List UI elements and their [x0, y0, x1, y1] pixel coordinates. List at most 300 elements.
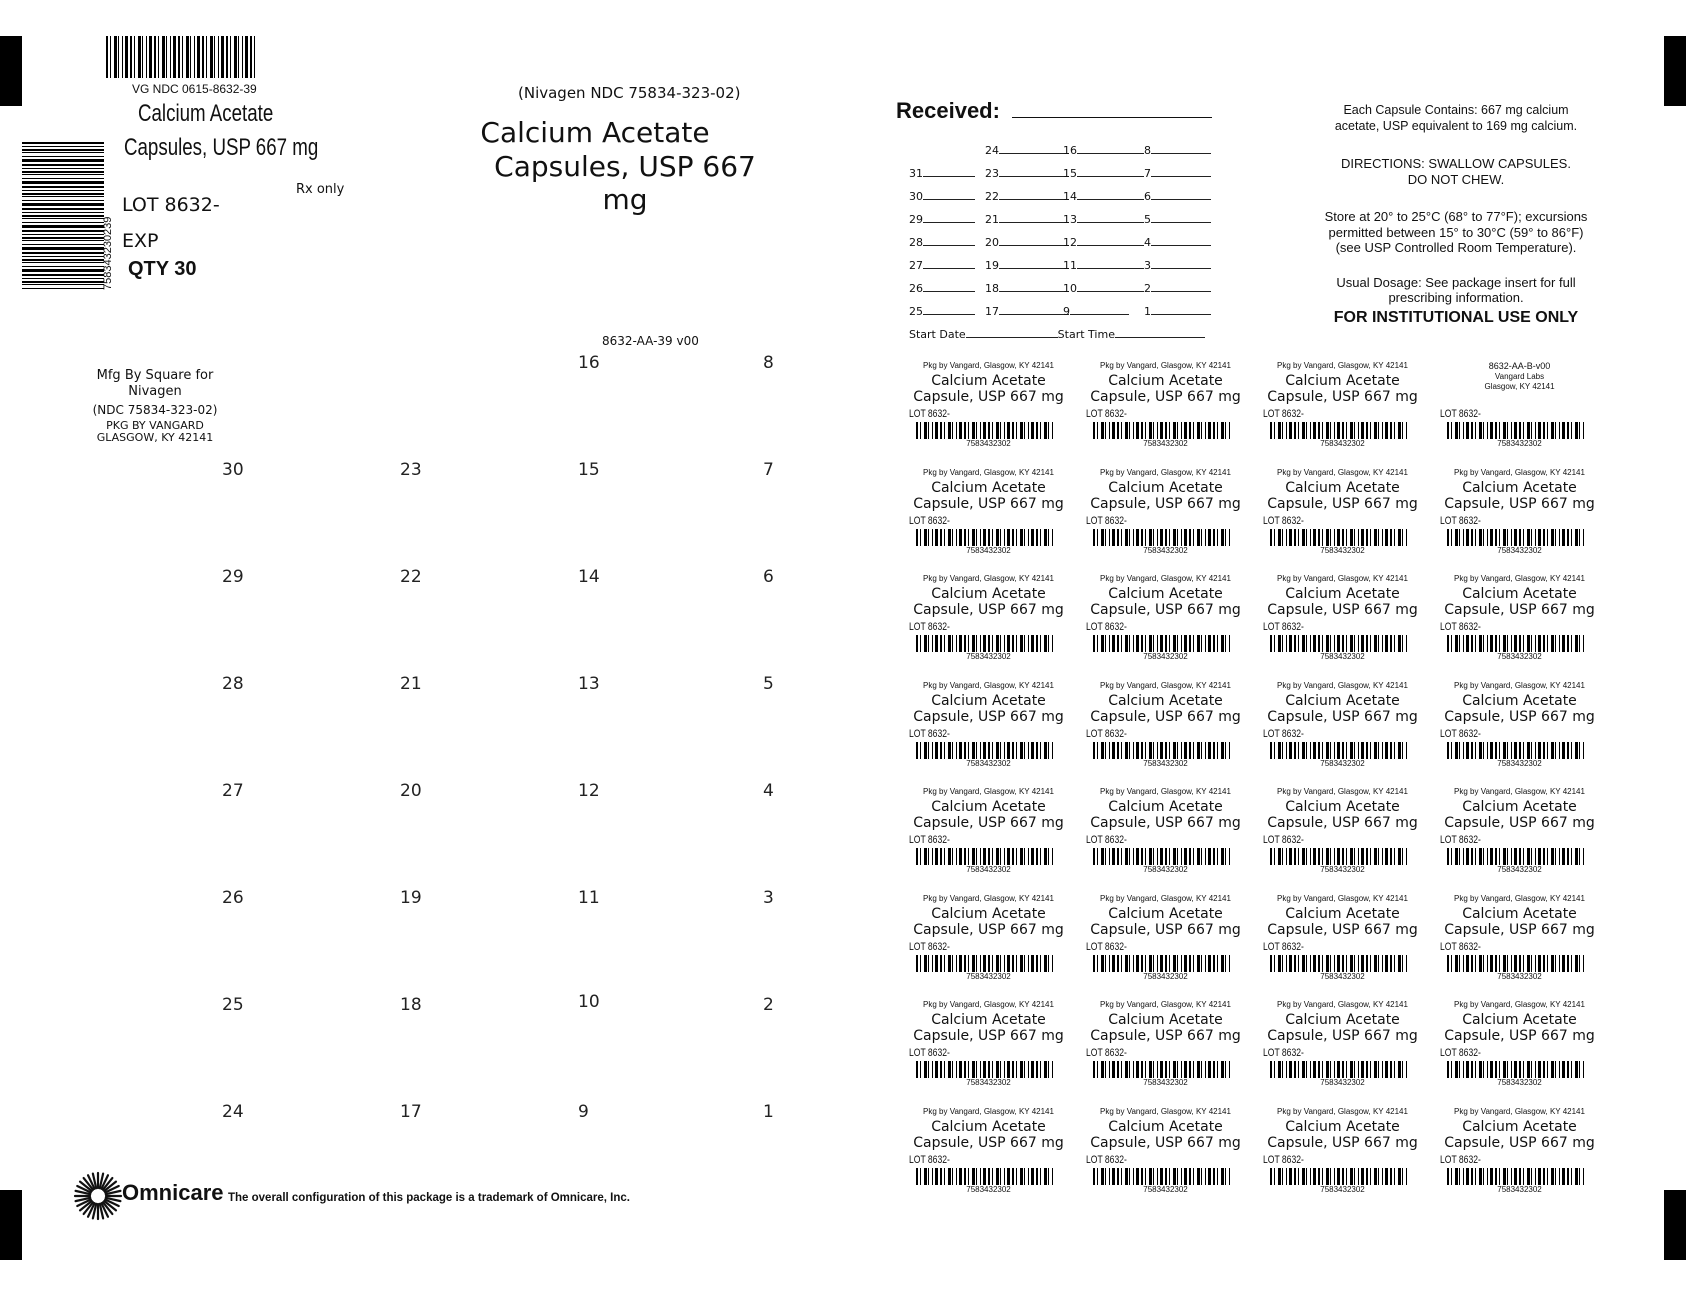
- day-number: 16: [578, 353, 600, 373]
- received-log-blank[interactable]: [999, 165, 1069, 177]
- label-barcode: [1270, 742, 1408, 759]
- label-company: Vangard Labs: [1494, 372, 1545, 381]
- received-blank-line[interactable]: [1012, 116, 1212, 118]
- received-log-cell: [909, 211, 975, 226]
- label-lot: LOT 8632-: [1440, 1153, 1481, 1166]
- day-number: 27: [222, 781, 244, 801]
- label-barcode: [1447, 1061, 1585, 1078]
- label-pkg-by: Pkg by Vangard, Glasgow, KY 42141: [1277, 1106, 1408, 1116]
- received-log-blank[interactable]: [923, 234, 975, 246]
- unit-dose-label: [1260, 361, 1425, 467]
- label-barcode-number: 7583432302: [1320, 758, 1365, 768]
- label-barcode: [1093, 1061, 1231, 1078]
- label-lot: LOT 8632-: [1086, 834, 1127, 846]
- unit-dose-label: [906, 1000, 1071, 1106]
- day-number: 22: [400, 567, 422, 587]
- mfg-info: [80, 368, 230, 444]
- label-name-line1: Calcium Acetate: [931, 905, 1046, 922]
- received-log-blank[interactable]: [1151, 165, 1211, 177]
- label-name-line2: Capsule, USP 667 mg: [913, 1028, 1064, 1044]
- received-log-day: 25: [909, 305, 923, 318]
- unit-dose-label: [1260, 468, 1425, 574]
- unit-dose-label: [906, 681, 1071, 787]
- pkg-line2: GLASGOW, KY 42141: [96, 431, 214, 444]
- received-log-day: 6: [1144, 190, 1151, 203]
- received-log-blank[interactable]: [1151, 280, 1211, 292]
- dosage-line1: Usual Dosage: See package insert for full: [1336, 274, 1576, 290]
- trademark-notice: The overall configuration of this package is a trademark of Omnicare, Inc.: [228, 1192, 630, 1204]
- exp-field: EXP: [122, 230, 159, 252]
- received-log-day: 24: [985, 144, 999, 157]
- label-barcode: [1093, 848, 1231, 865]
- day-number: 25: [222, 995, 244, 1015]
- unit-dose-label: [906, 787, 1071, 893]
- label-name-line1: Calcium Acetate: [1285, 799, 1400, 815]
- label-barcode-number: 7583432302: [966, 1184, 1011, 1194]
- label-lot: LOT 8632-: [1086, 1047, 1127, 1059]
- registration-mark-top-left: [0, 36, 22, 106]
- received-log-day: 16: [1063, 144, 1077, 157]
- day-number: 2: [763, 995, 774, 1015]
- label-barcode-number: 7583432302: [1497, 439, 1542, 448]
- label-pkg-by: Pkg by Vangard, Glasgow, KY 42141: [1277, 893, 1408, 903]
- label-name-line2: Capsule, USP 667 mg: [1444, 815, 1595, 831]
- label-barcode-number: 7583432302: [966, 545, 1011, 555]
- label-name-line2: Capsule, USP 667 mg: [1267, 1134, 1418, 1151]
- contains-line2: acetate, USP equivalent to 169 mg calcium.: [1334, 118, 1578, 133]
- label-barcode: [1447, 742, 1585, 759]
- start-time-label: Start Time: [1057, 328, 1115, 341]
- received-log-day: 3: [1144, 259, 1151, 272]
- day-number: 24: [222, 1102, 244, 1122]
- received-log-day: 31: [909, 167, 923, 180]
- label-lot: LOT 8632-: [1086, 727, 1127, 740]
- label-name-line1: Calcium Acetate: [1462, 692, 1577, 709]
- label-barcode: [1270, 1168, 1408, 1185]
- label-name-line2: Capsule, USP 667 mg: [1267, 389, 1418, 405]
- label-name-line2: Capsule, USP 667 mg: [913, 708, 1064, 725]
- unit-dose-label: [906, 361, 1071, 467]
- label-barcode: [916, 955, 1054, 972]
- received-log-blank[interactable]: [1077, 234, 1144, 246]
- label-barcode: [1447, 635, 1585, 652]
- received-log-day: 7: [1144, 167, 1151, 180]
- label-name-line2: Capsule, USP 667 mg: [913, 602, 1064, 618]
- label-name-line1: Calcium Acetate: [1108, 373, 1223, 389]
- received-log-blank[interactable]: [999, 303, 1069, 315]
- received-log-blank[interactable]: [999, 211, 1069, 223]
- received-log-cell: [1063, 303, 1129, 318]
- received-log-blank[interactable]: [1070, 303, 1129, 315]
- label-name-line2: Capsule, USP 667 mg: [1444, 495, 1595, 512]
- label-barcode: [916, 742, 1054, 759]
- title-line2: Capsules, USP 667 mg: [494, 150, 756, 216]
- label-name-line1: Calcium Acetate: [931, 692, 1046, 709]
- mfg-ndc: (NDC 75834-323-02): [92, 403, 218, 417]
- label-lot: LOT 8632-: [1263, 408, 1304, 420]
- store-line1: Store at 20° to 25°C (68° to 77°F); excursions: [1324, 209, 1588, 224]
- label-name-line1: Calcium Acetate: [1462, 479, 1577, 496]
- label-barcode-number: 7583432302: [1320, 1078, 1365, 1087]
- label-barcode: [1447, 529, 1585, 546]
- received-log-blank[interactable]: [999, 142, 1069, 154]
- label-code: 8632-AA-B-v00: [1488, 361, 1551, 371]
- unit-dose-label: [1260, 894, 1425, 1000]
- received-log-blank[interactable]: [1151, 142, 1211, 154]
- label-barcode-number: 7583432302: [1320, 865, 1365, 874]
- label-lot: LOT 8632-: [909, 514, 950, 527]
- label-name-line1: Calcium Acetate: [1108, 1118, 1223, 1135]
- day-number: 10: [578, 992, 600, 1012]
- label-pkg-by: Pkg by Vangard, Glasgow, KY 42141: [1100, 680, 1231, 690]
- label-name-line2: Capsule, USP 667 mg: [1267, 921, 1418, 938]
- day-number: 29: [222, 567, 244, 587]
- label-pkg-by: Pkg by Vangard, Glasgow, KY 42141: [1454, 574, 1585, 583]
- received-log-cell: [985, 142, 1069, 157]
- label-name-line2: Capsule, USP 667 mg: [1090, 815, 1241, 831]
- day-number: 28: [222, 674, 244, 694]
- received-log-blank[interactable]: [923, 257, 975, 269]
- label-pkg-by: Pkg by Vangard, Glasgow, KY 42141: [923, 1106, 1054, 1116]
- label-barcode-number: 7583432302: [1143, 545, 1188, 555]
- label-lot: LOT 8632-: [1263, 514, 1304, 527]
- label-barcode: [1270, 1061, 1408, 1078]
- label-name-line1: Calcium Acetate: [1462, 586, 1577, 602]
- unit-dose-label: [1437, 681, 1602, 787]
- omnicare-brand: Omnicare: [122, 1180, 224, 1205]
- unit-dose-label: [1437, 574, 1602, 680]
- received-log-blank[interactable]: [1077, 188, 1144, 200]
- received-log-day: 28: [909, 236, 923, 249]
- unit-dose-label: [1083, 894, 1248, 1000]
- received-log-blank[interactable]: [1077, 142, 1144, 154]
- day-number: 8: [763, 353, 774, 373]
- label-pkg-by: Pkg by Vangard, Glasgow, KY 42141: [1100, 893, 1231, 903]
- unit-dose-label: [906, 1107, 1071, 1213]
- label-lot: LOT 8632-: [909, 1047, 950, 1059]
- label-barcode-number: 7583432302: [966, 971, 1011, 981]
- label-name-line2: Capsule, USP 667 mg: [1267, 495, 1418, 512]
- label-barcode-number: 7583432302: [1143, 1078, 1188, 1087]
- label-barcode: [1093, 955, 1231, 972]
- directions-line2: DO NOT CHEW.: [1407, 171, 1505, 187]
- label-barcode-number: 7583432302: [966, 652, 1011, 661]
- unit-dose-label: [1437, 1000, 1602, 1106]
- label-lot: LOT 8632-: [1263, 834, 1304, 846]
- label-name-line1: Calcium Acetate: [1285, 586, 1400, 602]
- day-number: 14: [578, 567, 600, 587]
- received-log-day: 12: [1063, 236, 1077, 249]
- received-log-cell: [985, 211, 1069, 226]
- label-barcode: [1447, 955, 1585, 972]
- unit-dose-label: [1083, 468, 1248, 574]
- received-log-day: 10: [1063, 282, 1077, 295]
- received-log-blank[interactable]: [923, 165, 975, 177]
- label-pkg-by: Pkg by Vangard, Glasgow, KY 42141: [923, 574, 1054, 583]
- label-barcode-number: 7583432302: [966, 865, 1011, 874]
- received-log-blank[interactable]: [1151, 257, 1211, 269]
- day-number: 23: [400, 460, 422, 480]
- label-name-line1: Calcium Acetate: [1285, 1012, 1400, 1028]
- received-log-blank[interactable]: [923, 280, 975, 292]
- label-name-line2: Capsule, USP 667 mg: [1090, 1134, 1241, 1151]
- label-barcode-number: 7583432302: [1320, 1184, 1365, 1194]
- label-barcode-number: 7583432302: [966, 439, 1011, 448]
- label-barcode: [1093, 422, 1231, 439]
- label-barcode-number: 7583432302: [1143, 758, 1188, 768]
- label-lot: LOT 8632-: [909, 1153, 950, 1166]
- label-barcode: [1270, 955, 1408, 972]
- label-name-line1: Calcium Acetate: [1285, 1118, 1400, 1135]
- day-number: 1: [763, 1102, 774, 1122]
- received-log-day: 15: [1063, 167, 1077, 180]
- received-log-day: 5: [1144, 213, 1151, 226]
- label-pkg-by: Pkg by Vangard, Glasgow, KY 42141: [1277, 680, 1408, 690]
- label-pkg-by: Pkg by Vangard, Glasgow, KY 42141: [1454, 1000, 1585, 1009]
- received-log-blank[interactable]: [1077, 280, 1144, 292]
- received-log-day: 18: [985, 282, 999, 295]
- label-lot: LOT 8632-: [909, 940, 950, 953]
- label-pkg-by: Pkg by Vangard, Glasgow, KY 42141: [1100, 467, 1231, 477]
- rx-only: Rx only: [296, 182, 345, 197]
- received-log-cell: [909, 165, 975, 180]
- unit-dose-label: [906, 574, 1071, 680]
- label-barcode-number: 7583432302: [1143, 1184, 1188, 1194]
- received-log-day: 9: [1063, 305, 1070, 318]
- received-log-blank[interactable]: [999, 234, 1069, 246]
- received-log-day: 26: [909, 282, 923, 295]
- received-log-day: 21: [985, 213, 999, 226]
- vertical-barcode: [22, 142, 104, 290]
- label-name-line2: Capsule, USP 667 mg: [1090, 708, 1241, 725]
- label-lot: LOT 8632-: [1086, 940, 1127, 953]
- received-log-day: 17: [985, 305, 999, 318]
- label-barcode-number: 7583432302: [1143, 439, 1188, 448]
- received-log-cell: [1063, 211, 1144, 226]
- label-name-line1: Calcium Acetate: [1108, 799, 1223, 815]
- unit-dose-label: [1260, 1107, 1425, 1213]
- unit-dose-label: [1437, 468, 1602, 574]
- version-code: 8632-AA-39 v00: [602, 334, 699, 348]
- label-pkg-by: Pkg by Vangard, Glasgow, KY 42141: [1277, 361, 1408, 370]
- received-log-cell: [985, 188, 1069, 203]
- label-name-line2: Capsule, USP 667 mg: [1090, 1028, 1241, 1044]
- label-pkg-by: Pkg by Vangard, Glasgow, KY 42141: [1454, 1106, 1585, 1116]
- received-log-cell: [1144, 257, 1211, 272]
- received-log-blank[interactable]: [999, 280, 1069, 292]
- start-date-label: Start Date: [909, 328, 966, 341]
- received-log-day: 22: [985, 190, 999, 203]
- label-lot: LOT 8632-: [1440, 514, 1481, 527]
- received-log-cell: [1063, 257, 1144, 272]
- day-number: 5: [763, 674, 774, 694]
- label-barcode: [1270, 422, 1408, 439]
- day-number: 26: [222, 888, 244, 908]
- received-log-cell: [1144, 188, 1211, 203]
- day-number: 11: [578, 888, 600, 908]
- unit-dose-label: [1437, 1107, 1602, 1213]
- label-lot: LOT 8632-: [1263, 940, 1304, 953]
- received-log-day: 30: [909, 190, 923, 203]
- qty-field: QTY 30: [128, 258, 197, 280]
- start-row: [909, 326, 1205, 341]
- received-log-cell: [1144, 165, 1211, 180]
- day-number: 12: [578, 781, 600, 801]
- label-name-line1: Calcium Acetate: [931, 586, 1046, 602]
- label-barcode: [1270, 635, 1408, 652]
- label-barcode: [916, 635, 1054, 652]
- received-log-day: 8: [1144, 144, 1151, 157]
- label-barcode: [916, 1168, 1054, 1185]
- day-number: 19: [400, 888, 422, 908]
- label-lot: LOT 8632-: [1440, 834, 1481, 846]
- received-log-cell: [909, 234, 975, 249]
- label-barcode-number: 7583432302: [1320, 545, 1365, 555]
- label-pkg-by: Pkg by Vangard, Glasgow, KY 42141: [923, 361, 1054, 370]
- omnicare-logo-icon: [70, 1170, 126, 1222]
- label-name-line1: Calcium Acetate: [1285, 373, 1400, 389]
- label-lot: LOT 8632-: [909, 621, 950, 633]
- received-log-day: 1: [1144, 305, 1151, 318]
- label-barcode: [1447, 1168, 1585, 1185]
- label-lot: LOT 8632-: [1440, 1047, 1481, 1059]
- label-barcode-number: 7583432302: [1497, 758, 1542, 768]
- label-lot: LOT 8632-: [1263, 727, 1304, 740]
- label-barcode-number: 7583432302: [1320, 439, 1365, 448]
- received-log-blank[interactable]: [999, 188, 1069, 200]
- received-log-blank[interactable]: [999, 257, 1069, 269]
- received-log-blank[interactable]: [1151, 234, 1211, 246]
- start-time-field[interactable]: [1115, 326, 1205, 338]
- title-line1: Calcium Acetate: [480, 116, 710, 149]
- label-name-line2: Capsule, USP 667 mg: [1090, 602, 1241, 618]
- label-barcode: [1093, 1168, 1231, 1185]
- label-pkg-by: Pkg by Vangard, Glasgow, KY 42141: [1100, 574, 1231, 583]
- label-lot: LOT 8632-: [1086, 621, 1127, 633]
- unit-dose-label: [1083, 787, 1248, 893]
- label-pkg-by: Pkg by Vangard, Glasgow, KY 42141: [923, 467, 1054, 477]
- pkg-line1: PKG BY VANGARD: [106, 419, 204, 432]
- received-log-day: 20: [985, 236, 999, 249]
- received-log-blank[interactable]: [1151, 303, 1211, 315]
- vg-ndc: VG NDC 0615-8632-39: [132, 82, 257, 96]
- day-number: 4: [763, 781, 774, 801]
- label-barcode: [916, 848, 1054, 865]
- day-number: 15: [578, 460, 600, 480]
- unit-dose-label: [1260, 574, 1425, 680]
- received-log-cell: [1144, 280, 1211, 295]
- label-lot: LOT 8632-: [1440, 940, 1481, 953]
- registration-mark-top-right: [1664, 36, 1686, 106]
- label-barcode-number: 7583432302: [1497, 865, 1542, 874]
- mfg-line1: Mfg By Square for: [96, 368, 214, 383]
- unit-dose-label: [1260, 787, 1425, 893]
- received-log-day: 29: [909, 213, 923, 226]
- contains-line1: Each Capsule Contains: 667 mg calcium: [1343, 103, 1569, 117]
- label-barcode: [1093, 635, 1231, 652]
- label-name-line1: Calcium Acetate: [931, 1012, 1046, 1028]
- label-barcode: [1270, 848, 1408, 865]
- unit-dose-label: [906, 894, 1071, 1000]
- label-pkg-by: Pkg by Vangard, Glasgow, KY 42141: [923, 893, 1054, 903]
- label-lot: LOT 8632-: [1440, 408, 1481, 420]
- received-log-day: 19: [985, 259, 999, 272]
- received-log-day: 4: [1144, 236, 1151, 249]
- label-lot: LOT 8632-: [1263, 1153, 1304, 1166]
- label-name-line2: Capsule, USP 667 mg: [1267, 1028, 1418, 1044]
- received-log-blank[interactable]: [1151, 211, 1211, 223]
- label-name-line2: Capsule, USP 667 mg: [913, 389, 1064, 405]
- label-barcode: [1093, 742, 1231, 759]
- label-lot: LOT 8632-: [1263, 1047, 1304, 1059]
- received-log-cell: [1063, 188, 1144, 203]
- label-pkg-by: Pkg by Vangard, Glasgow, KY 42141: [1277, 1000, 1408, 1009]
- start-date-field[interactable]: [966, 326, 1058, 338]
- label-name-line1: Calcium Acetate: [931, 479, 1046, 496]
- label-barcode-number: 7583432302: [966, 758, 1011, 768]
- received-log-blank[interactable]: [923, 303, 975, 315]
- received-log-cell: [1144, 303, 1211, 318]
- received-log-blank[interactable]: [1077, 211, 1144, 223]
- label-name-line2: Capsule, USP 667 mg: [1444, 1134, 1595, 1151]
- label-name-line1: Calcium Acetate: [1462, 905, 1577, 922]
- unit-dose-label: [1083, 1107, 1248, 1213]
- label-barcode: [1447, 422, 1585, 439]
- received-log-cell: [1063, 234, 1144, 249]
- label-name-line1: Calcium Acetate: [931, 1118, 1046, 1135]
- label-name-line1: Calcium Acetate: [931, 799, 1046, 815]
- label-name-line2: Capsule, USP 667 mg: [1444, 708, 1595, 725]
- received-log-blank[interactable]: [923, 188, 975, 200]
- label-barcode-number: 7583432302: [1320, 652, 1365, 661]
- small-drug-name-line2: Capsules, USP 667 mg: [124, 134, 319, 161]
- label-name-line2: Capsule, USP 667 mg: [1444, 921, 1595, 938]
- info-panel: [1276, 103, 1636, 325]
- label-barcode-number: 7583432302: [1143, 652, 1188, 661]
- label-pkg-by: Pkg by Vangard, Glasgow, KY 42141: [1100, 1000, 1231, 1009]
- unit-dose-label: [1083, 574, 1248, 680]
- received-log-blank[interactable]: [1151, 188, 1211, 200]
- label-name-line2: Capsule, USP 667 mg: [1090, 389, 1241, 405]
- received-log-blank[interactable]: [923, 211, 975, 223]
- label-pkg-by: Pkg by Vangard, Glasgow, KY 42141: [923, 1000, 1054, 1009]
- label-name-line1: Calcium Acetate: [1108, 1012, 1223, 1028]
- label-name-line1: Calcium Acetate: [1285, 479, 1400, 496]
- received-log-cell: [985, 280, 1069, 295]
- label-name-line2: Capsule, USP 667 mg: [913, 1134, 1064, 1151]
- received-log-blank[interactable]: [1077, 257, 1144, 269]
- label-lot: LOT 8632-: [909, 834, 950, 846]
- label-name-line2: Capsule, USP 667 mg: [913, 815, 1064, 831]
- received-log-blank[interactable]: [1077, 165, 1144, 177]
- label-city: Glasgow, KY 42141: [1484, 382, 1555, 391]
- label-lot: LOT 8632-: [909, 727, 950, 740]
- day-number: 3: [763, 888, 774, 908]
- label-barcode-number: 7583432302: [1143, 865, 1188, 874]
- label-barcode-number: 7583432302: [1143, 971, 1188, 981]
- received-log-cell: [985, 165, 1069, 180]
- unit-dose-label: [906, 468, 1071, 574]
- label-name-line2: Capsule, USP 667 mg: [1444, 602, 1595, 618]
- label-name-line2: Capsule, USP 667 mg: [1090, 495, 1241, 512]
- top-barcode: [106, 36, 256, 78]
- label-lot: LOT 8632-: [1263, 621, 1304, 633]
- unit-dose-label: [1437, 787, 1602, 893]
- received-log-day: 27: [909, 259, 923, 272]
- label-pkg-by: Pkg by Vangard, Glasgow, KY 42141: [1454, 893, 1585, 903]
- day-number: 18: [400, 995, 422, 1015]
- label-name-line2: Capsule, USP 667 mg: [913, 495, 1064, 512]
